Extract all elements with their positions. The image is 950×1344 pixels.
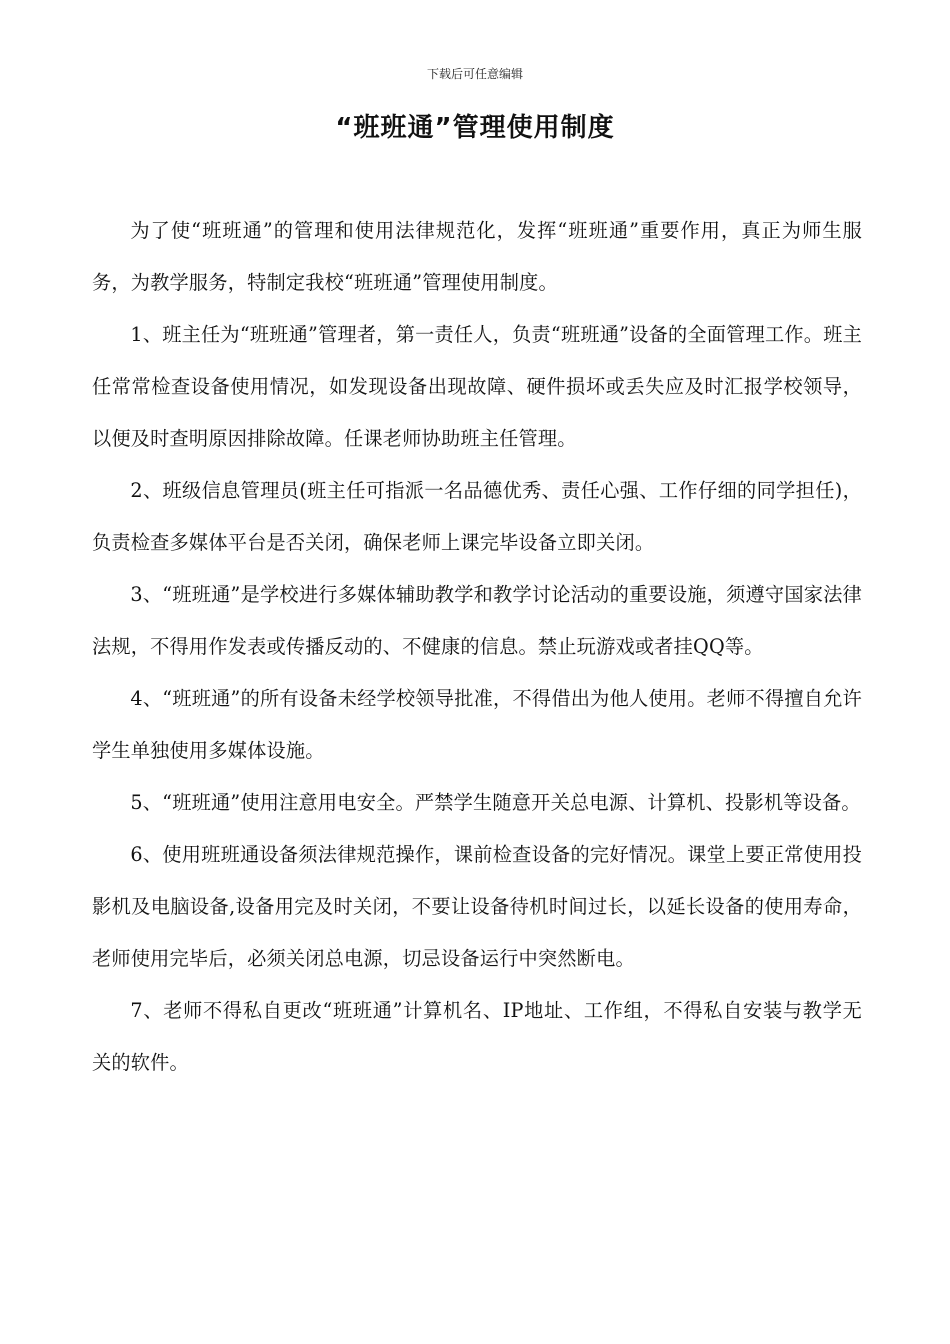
rule-paragraph-6: 6、使用班班通设备须法律规范操作，课前检查设备的完好情况。课堂上要正常使用投影机及电脑设备,设备用完及时关闭，不要让设备待机时间过长，以延长设备的使用寿命，老师使用完毕后，必须关闭总电源，切忌设备运行中突然断电。: [92, 843, 862, 970]
rule-paragraph-1: 1、班主任为“班班通”管理者，第一责任人，负责“班班通”设备的全面管理工作。班主任常常检查设备使用情况，如发现设备出现故障、硬件损坏或丢失应及时汇报学校领导，以便及时查明原因排除故障。任课老师协助班主任管理。: [92, 323, 862, 450]
document-body: [92, 205, 862, 1089]
rule-paragraph-5: 5、“班班通”使用注意用电安全。严禁学生随意开关总电源、计算机、投影机等设备。: [130, 791, 861, 814]
rule-paragraph-7: 7、老师不得私自更改“班班通”计算机名、IP地址、工作组，不得私自安装与教学无关的软件。: [92, 999, 862, 1074]
rule-paragraph-3: 3、“班班通”是学校进行多媒体辅助教学和教学讨论活动的重要设施，须遵守国家法律法规，不得用作发表或传播反动的、不健康的信息。禁止玩游戏或者挂QQ等。: [92, 583, 862, 658]
rule-paragraph-2: 2、班级信息管理员(班主任可指派一名品德优秀、责任心强、工作仔细的同学担任)，负责检查多媒体平台是否关闭，确保老师上课完毕设备立即关闭。: [92, 479, 862, 554]
page-header-note: 下载后可任意编辑: [426, 67, 523, 81]
rule-paragraph-4: 4、“班班通”的所有设备未经学校领导批准，不得借出为他人使用。老师不得擅自允许学生单独使用多媒体设施。: [92, 687, 862, 762]
document-title: “班班通”管理使用制度: [335, 113, 615, 143]
intro-paragraph: 为了使“班班通”的管理和使用法律规范化，发挥“班班通”重要作用，真正为师生服务，为教学服务，特制定我校“班班通”管理使用制度。: [92, 219, 862, 294]
